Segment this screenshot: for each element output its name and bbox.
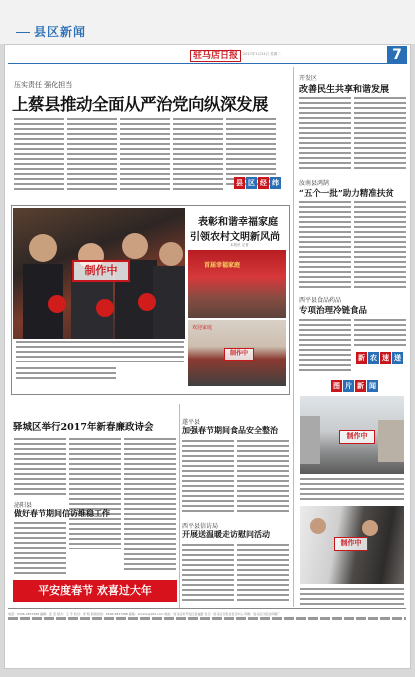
date-line: 2017年1月24日 星期二 [243,52,281,56]
photo-story-byline: 本报讯 记者 [230,243,249,247]
right-article3-kicker: 西平县食品药品 [299,297,342,304]
petition-kicker: 西平县信访局 [182,523,219,530]
food-kicker: 遂平县 [182,419,201,426]
street-photo-caption [300,477,404,503]
right-article3-body-col1 [299,318,351,373]
ceremony-banner-text: 首届幸福家庭 [204,262,241,269]
right-article2-kicker: 汝南县鸿鹄 [299,180,330,187]
right-article1-body-col2 [354,96,406,171]
mid-body-col2 [69,437,121,549]
building-right [378,420,404,462]
tag-char: 片 [345,382,352,390]
right-article2-body-col1 [299,200,351,288]
food-body-col1 [182,439,234,514]
lead-body-col1 [14,117,64,193]
placeholder-stamp-large: 制作中 [72,260,130,282]
photo-caption [16,340,184,362]
photo-story-headline-1: 表彰和谐幸福家庭 [198,217,278,228]
mid-column-rule [179,404,180,608]
petition-headline: 开展送温暖走访慰问活动 [182,529,270,539]
lead-body-col3 [120,117,170,193]
mid-headline: 驿城区举行2017年新春廉政诗会 [13,422,154,433]
lead-headline: 上蔡县推动全面从严治党向纵深发展 [12,95,268,114]
placeholder-stamp-photo2: 制作中 [334,537,368,551]
footer-rule [8,608,406,609]
mid-work-headline: 做好春节期间信访维稳工作 [14,508,110,518]
right-article2-headline: “五个一批”助力精准扶贫 [299,189,394,199]
petition-body-col1 [182,543,234,603]
footer-small-print [8,617,406,620]
tag-char: 纬 [272,179,279,187]
tag-char: 区 [248,179,255,187]
right-article1-body-col1 [299,96,351,171]
tag-char: 图 [333,382,340,390]
food-headline: 加强春节期间食品安全整治 [182,425,278,435]
tag-char: 经 [260,179,267,187]
lead-kicker: 压实责任 强化担当 [14,81,73,89]
page-number: 7 [387,46,407,64]
right-article3-body-col2 [354,318,406,348]
ceremony-slogan-text: 欢迎家庭 [192,325,213,331]
masthead-logo: 驻马店日报 [190,50,241,62]
right-column-rule [293,67,294,607]
placeholder-stamp-small: 制作中 [224,348,254,361]
tag-char: 速 [382,354,389,362]
tag-char: 新 [357,382,364,390]
mid-work-body [14,521,66,576]
tag-char: 新 [358,354,365,362]
lead-body-col2 [67,117,117,193]
tag-char: 闻 [369,382,376,390]
tag-photo-news [331,380,379,392]
tag-county-news [234,177,282,189]
footer-text: 电话：0396-2837288 编辑：张 宏 版式：王 芳 校对：李 明 新闻热线：0396-2837288 邮箱：zmdrb@163.com 地址：驻马店市开发区金雀路 发行：驻马店日报社发行中心 印刷：驻马店日报社印刷厂 [8,612,281,616]
award-ceremony-photo [188,250,286,318]
tag-char: 递 [394,354,401,362]
header-rule [8,63,388,64]
right-article2-body-col2 [354,200,406,288]
placeholder-stamp-photo1: 制作中 [339,430,375,444]
tag-char: 县 [236,179,243,187]
right-article1-headline: 改善民生共享和谐发展 [299,85,390,95]
new-year-banner: 平安度春节 欢喜过大年 [13,580,177,602]
food-body-col2 [237,439,289,514]
section-title: 县区新闻 [16,23,86,40]
photo-caption-credits [16,366,116,381]
tag-char: 农 [370,354,377,362]
building-left [300,416,320,464]
person-head-right [362,520,378,536]
mid-body-col3 [124,437,176,572]
right-article3-headline: 专项治理冷链食品 [299,306,368,316]
petition-body-col2 [237,543,289,603]
tag-rural-express [356,352,404,364]
person-head-left [310,518,326,534]
lead-body-col4 [173,117,223,193]
visit-photo-caption [300,587,404,607]
mid-body-col1 [14,437,66,495]
photo-story-headline-2: 引领农村文明新风尚 [190,232,280,243]
mid-work-kicker: 泌阳县 [14,502,33,509]
right-article1-kicker: 开发区 [299,75,318,82]
